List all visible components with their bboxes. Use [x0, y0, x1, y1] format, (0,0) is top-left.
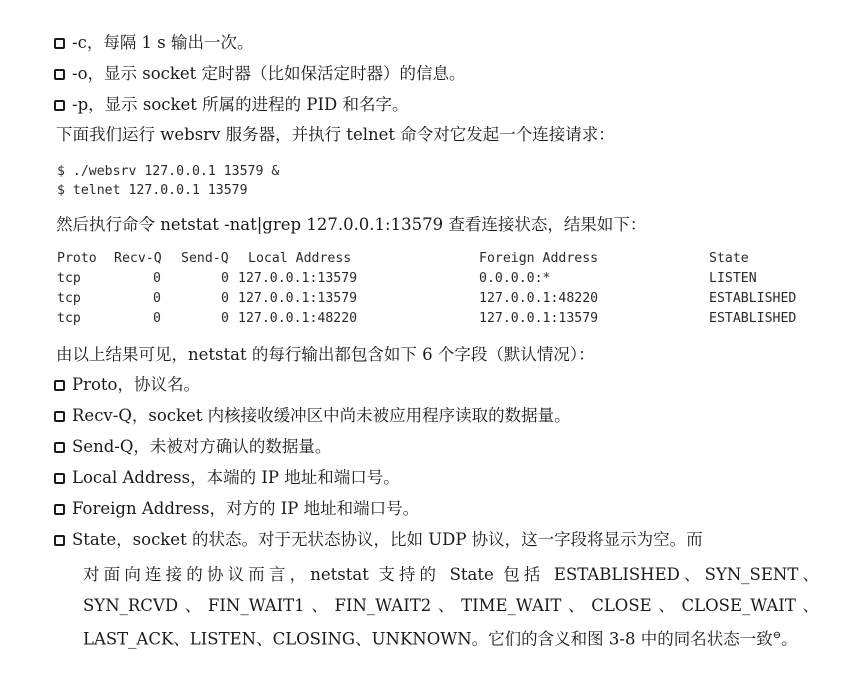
- table-row: [57, 271, 827, 289]
- checkbox-bullet-icon: [54, 535, 65, 546]
- fields-intro-text: 由以上结果可见，netstat 的每行输出都包含如下 6 个字段（默认情况）：: [56, 345, 595, 364]
- cell-proto: tcp: [57, 311, 81, 326]
- cell-local-address: 127.0.0.1:13579: [238, 271, 358, 286]
- cell-state: LISTEN: [709, 271, 757, 286]
- checkbox-bullet-icon: [54, 442, 65, 453]
- header-local-address: Local Address: [248, 251, 352, 266]
- field-text: Recv-Q，socket 内核接收缓冲区中尚未被应用程序读取的数据量。: [72, 406, 571, 425]
- cell-sendq: 0: [221, 271, 229, 286]
- field-sendq: [54, 436, 331, 458]
- field-text: Local Address，本端的 IP 地址和端口号。: [72, 468, 400, 487]
- cell-local-address: 127.0.0.1:48220: [238, 311, 358, 326]
- header-sendq: Send-Q: [181, 251, 229, 266]
- option-text: -c，每隔 1 s 输出一次。: [72, 33, 254, 52]
- intro-run-text: 下面我们运行 websrv 服务器，并执行 telnet 命令对它发起一个连接请求：: [56, 125, 615, 144]
- field-text: Proto，协议名。: [72, 375, 200, 394]
- checkbox-bullet-icon: [54, 504, 65, 515]
- cell-state: ESTABLISHED: [709, 291, 797, 306]
- field-local-address: [54, 467, 400, 489]
- cell-proto: tcp: [57, 291, 81, 306]
- checkbox-bullet-icon: [54, 38, 65, 49]
- cell-state: ESTABLISHED: [709, 311, 797, 326]
- option-c: [54, 32, 254, 54]
- checkbox-bullet-icon: [54, 473, 65, 484]
- cell-foreign-address: 0.0.0.0:*: [479, 271, 551, 286]
- state-paragraph-continuation: [83, 560, 819, 655]
- option-o: [54, 63, 466, 85]
- checkbox-bullet-icon: [54, 380, 65, 391]
- intro-netstat-text: 然后执行命令 netstat -nat|grep 127.0.0.1:13579 查看连接状态，结果如下：: [56, 215, 647, 234]
- option-p: [54, 94, 409, 116]
- option-text: -o，显示 socket 定时器（比如保活定时器）的信息。: [72, 64, 466, 83]
- cell-proto: tcp: [57, 271, 81, 286]
- field-state: [54, 529, 703, 551]
- table-row: [57, 291, 827, 309]
- footnote-marker: ⊖: [772, 630, 782, 641]
- field-proto: [54, 374, 200, 396]
- cell-sendq: 0: [221, 311, 229, 326]
- paragraph-end: 。: [781, 629, 798, 649]
- table-row: [57, 311, 827, 329]
- cell-recvq: 0: [153, 311, 161, 326]
- field-text: Send-Q，未被对方确认的数据量。: [72, 437, 332, 456]
- cell-sendq: 0: [221, 291, 229, 306]
- field-foreign-address: [54, 498, 419, 520]
- option-text: -p，显示 socket 所属的进程的 PID 和名字。: [72, 95, 409, 114]
- state-list-text: 对面向连接的协议而言，netstat 支持的 State 包括 ESTABLISHED、SYN_SENT、SYN_RCVD、FIN_WAIT1、FIN_WAIT2、TIME_WAIT、CLOSE、CLOSE_WAIT、LAST_ACK、LISTEN、CLOSING、UNKNOWN。它们的含义和图 3-8 中的同名状态一致: [83, 565, 819, 649]
- cell-foreign-address: 127.0.0.1:13579: [479, 311, 599, 326]
- field-text: Foreign Address，对方的 IP 地址和端口号。: [72, 499, 420, 518]
- cell-recvq: 0: [153, 271, 161, 286]
- command-line-websrv: $ ./websrv 127.0.0.1 13579 &: [57, 164, 280, 179]
- cell-local-address: 127.0.0.1:13579: [238, 291, 358, 306]
- header-state: State: [709, 251, 749, 266]
- cell-foreign-address: 127.0.0.1:48220: [479, 291, 599, 306]
- cell-recvq: 0: [153, 291, 161, 306]
- checkbox-bullet-icon: [54, 69, 65, 80]
- field-text: State，socket 的状态。对于无状态协议，比如 UDP 协议，这一字段将显示为空。而: [72, 530, 703, 549]
- header-foreign-address: Foreign Address: [479, 251, 599, 266]
- netstat-header-row: [57, 251, 827, 269]
- checkbox-bullet-icon: [54, 411, 65, 422]
- checkbox-bullet-icon: [54, 100, 65, 111]
- header-proto: Proto: [57, 251, 97, 266]
- command-line-telnet: $ telnet 127.0.0.1 13579: [57, 183, 248, 198]
- field-recvq: [54, 405, 571, 427]
- header-recvq: Recv-Q: [114, 251, 162, 266]
